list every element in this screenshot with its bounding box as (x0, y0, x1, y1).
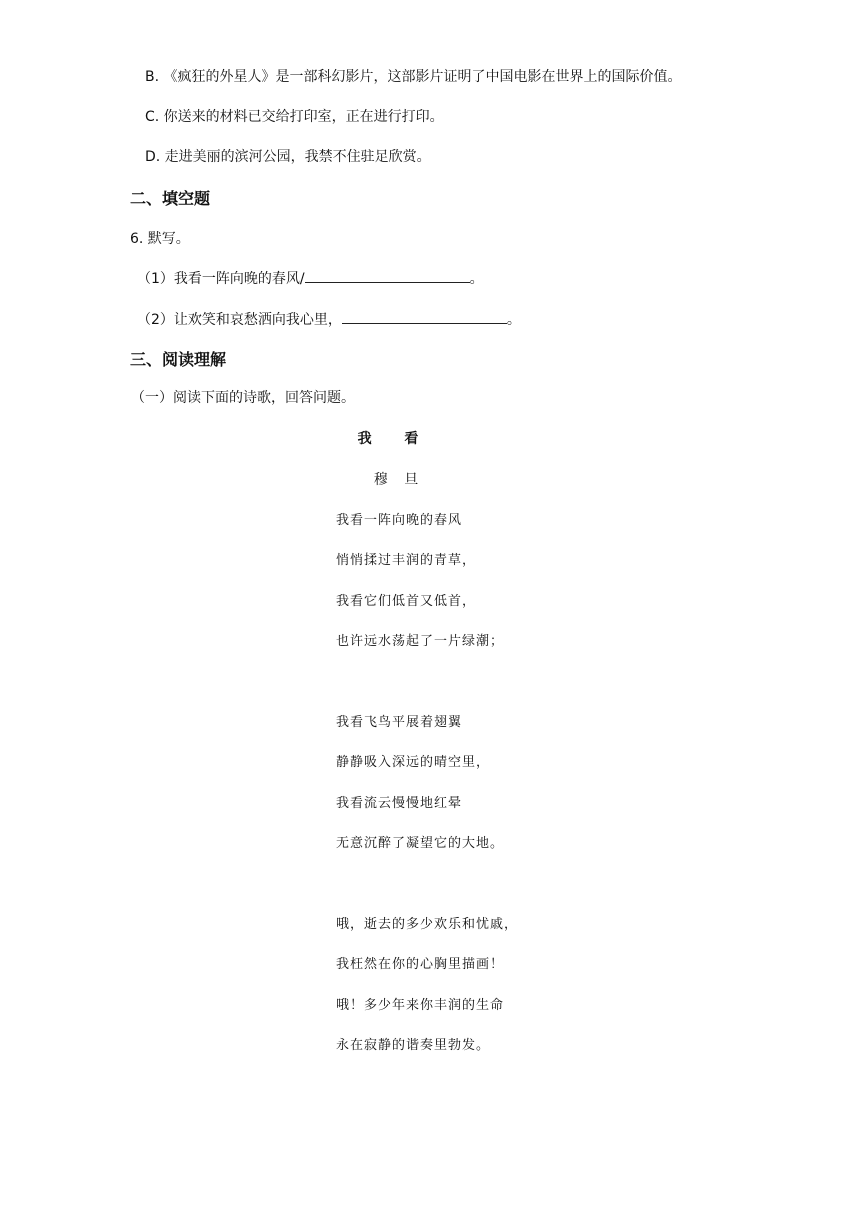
fill-item-1-text: （1）我看一阵向晚的春风/ (137, 271, 305, 287)
option-c: C. 你送来的材料已交给打印室，正在进行打印。 (145, 109, 444, 125)
reading-intro: （一）阅读下面的诗歌，回答问题。 (131, 390, 355, 406)
poem-line: 我看一阵向晚的春风 (336, 513, 463, 528)
option-b: B. 《疯狂的外星人》是一部科幻影片，这部影片证明了中国电影在世界上的国际价值。 (145, 69, 682, 85)
fill-blank-1[interactable] (305, 268, 470, 283)
fill-blank-2[interactable] (342, 309, 507, 324)
fill-item-1 (137, 268, 484, 288)
poem-line: 永在寂静的谐奏里勃发。 (336, 1038, 491, 1053)
poem-line: 悄悄揉过丰润的青草， (336, 553, 477, 568)
fill-item-2-end: 。 (506, 312, 521, 328)
poem-line: 也许远水荡起了一片绿潮； (336, 634, 505, 649)
poem-line: 我枉然在你的心胸里描画！ (336, 957, 505, 972)
poem-line: 我看它们低首又低首， (336, 594, 477, 609)
option-d: D. 走进美丽的滨河公园，我禁不住驻足欣赏。 (145, 149, 431, 165)
poem-line: 静静吸入深远的晴空里， (336, 755, 491, 770)
poem-line: 无意沉醉了凝望它的大地。 (336, 836, 505, 851)
fill-item-2 (137, 309, 521, 329)
poem-line: 我看流云慢慢地红晕 (336, 796, 463, 811)
fill-item-1-end: 。 (469, 271, 484, 287)
fill-item-2-text: （2）让欢笑和哀愁洒向我心里， (137, 312, 342, 328)
poem-author: 穆 旦 (373, 472, 425, 488)
poem-line: 哦！多少年来你丰润的生命 (336, 998, 505, 1013)
section-heading-fill-blank: 二、填空题 (130, 189, 211, 208)
poem-line: 哦，逝去的多少欢乐和忧戚， (336, 917, 519, 932)
poem-title: 我 看 (357, 431, 433, 447)
poem-line: 我看飞鸟平展着翅翼 (336, 715, 463, 730)
section-heading-reading: 三、阅读理解 (130, 350, 227, 369)
question-6: 6. 默写。 (130, 231, 190, 247)
